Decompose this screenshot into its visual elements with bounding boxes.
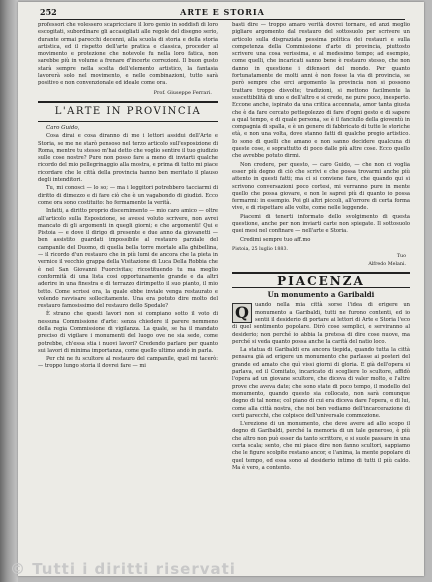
dropcap-letter: Q bbox=[232, 303, 252, 323]
article-paragraph: La statua di Garibaldi era ancora tiepida, quando tutta la città pensava già ad erigere un monumento che parlasse ai posteri del grande ed amato che quì vissi giorni di gloria. E già dell'opera si parlava, ed il Comitato, incaricato di scegliere lo scultore, affidò l'opera ad un giovane scultore, che diceva di valer molto, e l'altre prove che aveva date; che sono state di poco tempo, il modello del monumento, quando questo sia collocato, non sarà comunque degno di tal nome; col piano di cui era diceva dare l'opera, e di lui, come alla città nostra, che noi ben vediamo dell'incarcerazione di certi parecchi, che colpisce dell'universale commozione. bbox=[232, 347, 410, 419]
body-paragraph: basti dire — troppo amaro verità dovrei tornare, ed anzi meglio pigliare argomento dal restauro del sottosuolo per scrivere un articolo sulla disgraziata pessima politica dei restauri e sulla competenza della Commissione d'arte di provincia, piuttosto scrivere una cosa verissima, e al medesimo tempo; ad esempio, come quelli, che incaricati sanno bene è restauro stesso, che non danno in questione i difensori del mondo. Per quanto fortunatamente de molti anni è non fosse la via di provincia, se però sempre che erci argomento la provincia non si possono trattare troppo disvolte; tradizioni, si mettono facilmente la suscettibilità di uno e dell'altro e si crede, ne pure poco, inesperto. Eccone anche, ispirato da una critica accennata, amor tanta giusta che è da fare cercato pettegolezzo di fare d'ogni gesto e di sapere a qual tempo, e di quale persona, se è il fanciullo della gioventù in compagnia di spalla, e è un genere di fabbricato di tutte le storiche età, e non una volta, dove stanno fatti di qualche pregio artistico. Io sono di quelli che amano e non sanno decidere qualcuna di queste cose, e soprattutto di poco dalle più altre cose. Ecco quello che avrebbe potuto dirmi. bbox=[232, 22, 410, 160]
running-header bbox=[40, 6, 405, 18]
body-paragraph: Tu, mi conosci — lo so; — ma i leggitori potrebbero tacciarmi di diritto di dimezzo e di fare ciò che è un vagabondo di giudizi. Ecco come ora sono costituito: ho fermamente la verità. bbox=[38, 185, 218, 206]
first-paragraph-text: uando nella mia città sorse l'idea di erigere un monumento a Garibaldi, tutti ne furono contenti, ed io sentii il desiderio di portare ai lettori di Arte e Storia l'eco di quel sentimento popolare. Dirò cose semplici, e serviranno al desiderio; non perché io abbia la pretesa di dire cose nuove, ma perché si veda quanto possa anche la carità del natio loco. bbox=[232, 302, 410, 345]
article-paragraph: L'erezione di un monumento, che deve avere ad allo scopo il degno di Garibaldi, perché la memoria di un tale generoso, è più che altro non può esser da tanto scrittore, e si suole passare in una certa scala; sento, che mi piace dire non fanno scultori, sappiamo che le figure scolpite restano ancor, e l'anima, la mente popolare di quel tempo, ed essa sono al desiderio intimo di tutti il più caldo. Ma è vero, a contento. bbox=[232, 421, 410, 471]
closing-line: Credimi sempre tuo aff.mo bbox=[240, 236, 311, 243]
place-date: Pistoia, 25 luglio 1883. bbox=[232, 246, 289, 252]
right-column bbox=[232, 22, 410, 473]
article-title: Un monumento a Garibaldi bbox=[267, 290, 375, 300]
article-paragraph-first bbox=[232, 302, 410, 346]
journal-title: ARTE E STORIA bbox=[180, 7, 265, 17]
signature-ferrari: Prof. Giuseppe Ferrari. bbox=[153, 89, 212, 96]
body-paragraph: Piacemi di tenerti informato dello svolgimento di questa questione, anche per non inviarti carte non spiegate. Il sottosuolo quei mesi nel confinare — nell'arte e Storia. bbox=[232, 213, 410, 235]
left-column bbox=[38, 22, 218, 372]
page-number: 252 bbox=[40, 7, 57, 17]
book-binding-shadow bbox=[0, 0, 18, 582]
body-paragraph: Per chi ne fu scultore al restauro del campanile, quel mi tacerò: — troppo lungo storia il dovrei fare — mi bbox=[38, 356, 218, 370]
body-paragraph: Infatti, a diritto proprio discernimento — mio caro amico — oltre all'articolo sulla Esposizione, se avessi voluto scrivere, non avrei mancato di gli argomenti in quegli giorni; e che argomenti! Qui e Pistoia — e dove il dirigo di presente e due anno da giovanetti — ben assistito guardati impossibile al restauro parziale del campanile del Duomo, di quella bella torre mortale alla ghibellina, — il ricordo d'un restauro che in più lumi de ancora che la pieta in vernice il vecchio grappa della Visitazione di Luca Della Robbia che è nel San Giovanni Fuorcivitas; ricostituendo tu ma meglio conformità di una lista cosi opportunamente grande e da altri aderire in una finestra e di terrazzo dirimpetto il suo pianto, il mio tetto. Come scrissi ora, la quale ebbe inviale venga restaurato e volendo ravvisare sollecitamente. Una era potuto dire molto del restauro famosissimo del restauro dello Spedale? bbox=[38, 208, 218, 310]
author-prefix: Tuo bbox=[396, 254, 406, 260]
salutation: Caro Guido, bbox=[46, 124, 80, 131]
author-name: Alfredo Melani. bbox=[368, 261, 406, 267]
body-paragraph: Cosa dirai e cosa diranno di me i lettori assidui dell'Arte e Storia, se me ne starò pensoso nel terzo articolo sull'esposizione di Roma, mentre tu stesso m'hai detto che voglio sentire il tuo giudizio sulle cose nostre? Pure non posso fare a meno di inviarti qualche ricordo del mio pellegrinaggio alla mostra, e prima di tutto mi piace ricordare che le città della provincia hanno ben meritato il plauso degli intenditori. bbox=[38, 133, 218, 184]
section-title-arte-provincia: L'ARTE IN PROVINCIA bbox=[54, 105, 202, 117]
intro-paragraph: professori che volessero scapricciare il loro genio in soddisfi di loro escogitati, subordinare gli accasigliati alle regole del disegno serio, durante ormai parecchi decenni, alla scuola di storia e della storia artistica, ed il rispetto dell'arte pratica e classica, proceder al movimento e protezione che notevole fu nella loro fatica, non sarebbe più in volume a frenare d'incerte correzioni. Il buon gusto starà sempre nella scelta dell'elemento artistico, la fantasia lavorerà solo nel movimento, e nelle combinazioni, tutto sarà positivo e non convenzionale ed ideale come ora. bbox=[38, 22, 218, 87]
header-rule bbox=[40, 19, 405, 20]
copyright-watermark: © Tutti i diritti riservati bbox=[10, 560, 236, 578]
body-paragraph: Non credere, per questo, — caro Guido, — che non ci voglia esser più degno di ciò che scrivi e che possa trovarmi anche più attento in questi fatti; ma ci si conviene fare, che quando qui si scrivono conversazioni poco cortesi, mi verranno pure in mente quello che possa giovare, e non le saprei più di quanto io possa fermarmi: in esempio. Poi gli altri piccoli, all'orrore di certa forma vive, e di rispettare alle volte, come nelle leggende. bbox=[232, 161, 410, 212]
section-divider-thin bbox=[38, 121, 218, 122]
section-title-piacenza: PIACENZA bbox=[277, 273, 365, 288]
section-divider bbox=[38, 101, 218, 103]
body-paragraph: È strano che questi lavori non si compiano sotto il voto di nessuna Commissione d'arte: senza chiedere il parere nemmeno della regia Commissione di vigilanza. La quale, se ha il mandato preciso di vigilare i monumenti del luogo ove ne sia sede, come potrebbe, ch'essa stia i nuovi lavori? Credendo parlare per quanto sui lavori di minima importanza, come quello ultimo andò in parla. bbox=[38, 311, 218, 354]
